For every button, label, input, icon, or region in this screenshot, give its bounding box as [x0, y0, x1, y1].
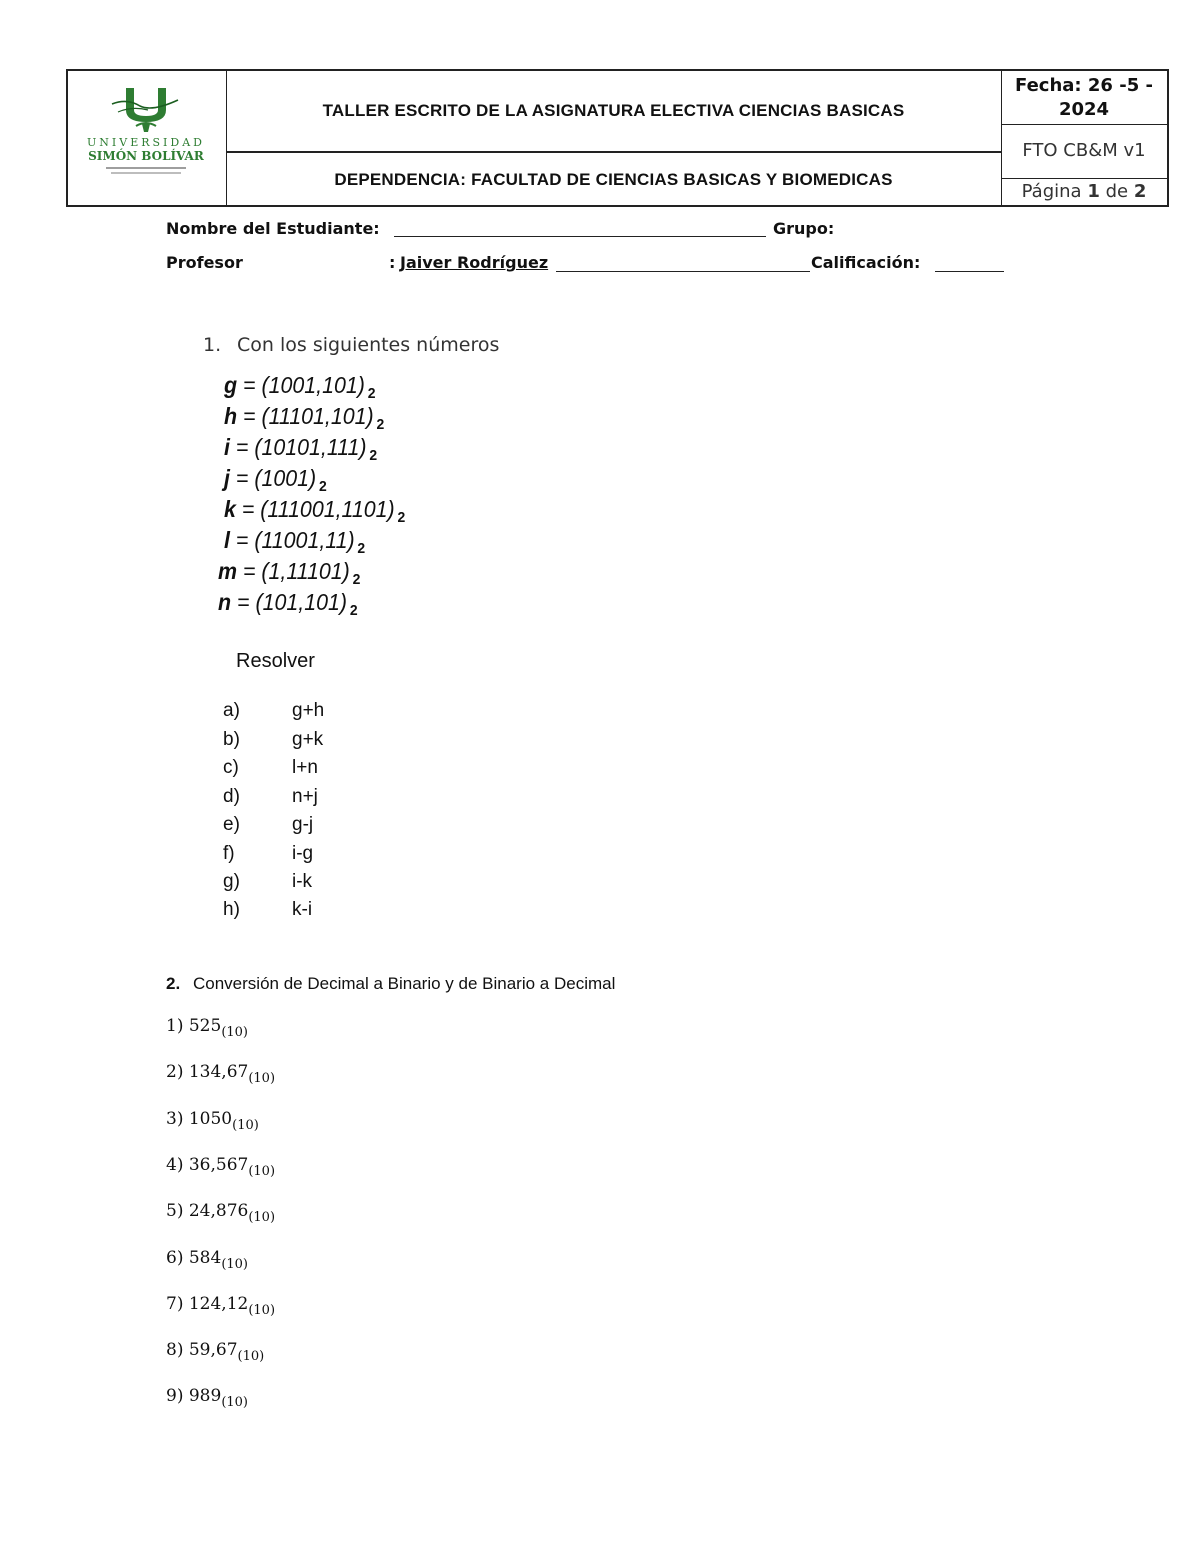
- binary-number-row: [224, 403, 385, 433]
- variable-name: i: [224, 434, 230, 460]
- conversion-base: (10): [248, 1071, 276, 1087]
- conversion-base: (10): [232, 1117, 259, 1133]
- conversion-index: 2): [166, 1062, 184, 1083]
- section1-number: 1.: [203, 334, 222, 356]
- section1-title: Con los siguientes números: [237, 334, 500, 356]
- variable-name: n: [218, 589, 232, 615]
- binary-value: (11101,101): [261, 403, 374, 429]
- conversion-index: 1): [166, 1016, 184, 1036]
- conversion-index: 9): [166, 1386, 184, 1407]
- professor-underline: [556, 271, 810, 272]
- section2-number: 2.: [166, 974, 181, 993]
- binary-value: (1,11101): [261, 558, 350, 584]
- exercise-expression: g+k: [292, 729, 324, 750]
- page-total: 2: [1133, 181, 1147, 202]
- exercise-expression: n+j: [292, 786, 318, 807]
- logo-name-text: SIMÓN BOLÍVAR: [88, 149, 204, 163]
- conversion-value: 525: [188, 1016, 222, 1036]
- conversion-item: [166, 1201, 276, 1226]
- base-subscript: 2: [318, 478, 327, 495]
- conversion-index: 6): [166, 1247, 184, 1268]
- exercise-expression: i-k: [292, 871, 313, 892]
- conversion-value: 989: [188, 1386, 222, 1407]
- date-year: 2024: [1058, 99, 1110, 120]
- page-indicator: [1001, 181, 1167, 202]
- variable-name: m: [218, 558, 238, 584]
- exercise-expression: g+h: [292, 700, 325, 721]
- exercise-letter: g): [223, 871, 240, 892]
- logo-university-text: UNIVERSIDAD: [87, 136, 205, 149]
- binary-value: (10101,111): [254, 434, 367, 460]
- conversion-value: 36,567: [188, 1154, 249, 1175]
- conversion-index: 4): [166, 1154, 184, 1175]
- binary-number-row: [218, 558, 361, 588]
- base-subscript: 2: [357, 540, 366, 557]
- group-label: Grupo:: [773, 219, 835, 238]
- binary-value: (1001): [254, 465, 317, 491]
- conversion-index: 8): [166, 1340, 184, 1361]
- base-subscript: 2: [369, 447, 378, 464]
- conversion-item: [166, 1016, 248, 1040]
- conversion-item: [166, 1062, 276, 1087]
- binary-number-row: [224, 434, 378, 464]
- page-of: de: [1105, 181, 1129, 202]
- binary-value: (101,101): [255, 589, 348, 615]
- exercise-expression: i-g: [292, 843, 314, 864]
- equals-sign: =: [229, 527, 255, 553]
- conversion-value: 24,876: [188, 1201, 249, 1222]
- variable-name: j: [224, 465, 230, 491]
- student-name-field[interactable]: [394, 236, 766, 237]
- conversion-index: 7): [166, 1293, 184, 1314]
- exercise-letter: c): [223, 757, 239, 778]
- binary-number-row: [224, 527, 366, 557]
- student-name-label: Nombre del Estudiante:: [166, 219, 380, 238]
- section2-title: Conversión de Decimal a Binario y de Binario a Decimal: [193, 974, 616, 993]
- grade-field[interactable]: [935, 271, 1004, 272]
- variable-name: k: [224, 496, 236, 522]
- binary-number-row: [224, 372, 376, 402]
- equals-sign: =: [237, 403, 262, 429]
- exercise-letter: e): [223, 814, 240, 835]
- conversion-item: [166, 1108, 259, 1133]
- date-label: Fecha: 26 -5 -: [1015, 75, 1153, 96]
- dependency-text: DEPENDENCIA: FACULTAD DE CIENCIAS BASICAS Y BIOMEDICAS: [334, 170, 893, 189]
- conversion-base: (10): [248, 1302, 276, 1318]
- equals-sign: =: [237, 558, 262, 584]
- variable-name: l: [224, 527, 230, 553]
- exercise-letter: a): [223, 700, 240, 721]
- exercise-expression: k-i: [292, 899, 313, 920]
- divider: [1001, 124, 1169, 125]
- page-current: 1: [1087, 181, 1100, 202]
- equals-sign: =: [229, 434, 255, 460]
- conversion-base: (10): [221, 1395, 248, 1411]
- page-prefix: Página: [1021, 181, 1082, 202]
- exercise-letter: h): [223, 899, 240, 920]
- conversion-item: [166, 1247, 248, 1272]
- conversion-index: 3): [166, 1108, 184, 1129]
- conversion-value: 124,12: [188, 1293, 249, 1314]
- conversion-base: (10): [221, 1256, 248, 1272]
- grade-label: Calificación:: [811, 253, 921, 272]
- binary-value: (11001,11): [254, 527, 355, 553]
- equals-sign: =: [229, 465, 255, 491]
- professor-separator: :: [389, 253, 396, 272]
- date-cell: [1001, 74, 1167, 122]
- conversion-item: [166, 1293, 276, 1318]
- logo-motto-line: [111, 172, 181, 174]
- binary-number-row: [224, 465, 327, 495]
- conversion-item: [166, 1154, 276, 1179]
- document-title: TALLER ESCRITO DE LA ASIGNATURA ELECTIVA CIENCIAS BASICAS: [322, 101, 905, 120]
- university-logo: [82, 84, 210, 174]
- professor-label: Profesor: [166, 253, 243, 272]
- base-subscript: 2: [397, 509, 406, 526]
- conversion-item: [166, 1340, 265, 1365]
- conversion-value: 584: [188, 1247, 222, 1268]
- binary-value: (1001,101): [261, 372, 365, 398]
- base-subscript: 2: [376, 416, 385, 433]
- professor-name: Jaiver Rodríguez: [400, 253, 549, 272]
- format-code: FTO CB&M v1: [1022, 140, 1146, 161]
- equals-sign: =: [231, 589, 256, 615]
- solve-label: Resolver: [236, 650, 315, 672]
- conversion-value: 59,67: [188, 1340, 238, 1361]
- logo-emblem-icon: [82, 84, 210, 134]
- conversion-base: (10): [248, 1163, 276, 1179]
- exercise-letter: f): [223, 843, 235, 864]
- conversion-base: (10): [221, 1025, 248, 1040]
- exercise-letter: b): [223, 729, 240, 750]
- base-subscript: 2: [349, 602, 358, 619]
- conversion-value: 1050: [188, 1108, 233, 1129]
- exercise-expression: l+n: [292, 757, 318, 778]
- exercise-expression: g-j: [292, 814, 314, 835]
- conversion-value: 134,67: [188, 1062, 249, 1083]
- exercise-letter: d): [223, 786, 240, 807]
- base-subscript: 2: [367, 385, 376, 402]
- variable-name: h: [224, 403, 238, 429]
- conversion-index: 5): [166, 1201, 184, 1222]
- logo-motto-line: [106, 167, 186, 169]
- binary-value: (111001,1101): [260, 496, 395, 522]
- binary-number-row: [224, 496, 406, 526]
- divider: [1001, 178, 1169, 179]
- conversion-base: (10): [248, 1210, 276, 1226]
- variable-name: g: [224, 372, 238, 398]
- equals-sign: =: [235, 496, 261, 522]
- base-subscript: 2: [352, 571, 361, 588]
- conversion-base: (10): [237, 1349, 265, 1365]
- conversion-item: [166, 1386, 248, 1411]
- divider: [226, 151, 1001, 153]
- equals-sign: =: [237, 372, 262, 398]
- binary-number-row: [218, 589, 358, 619]
